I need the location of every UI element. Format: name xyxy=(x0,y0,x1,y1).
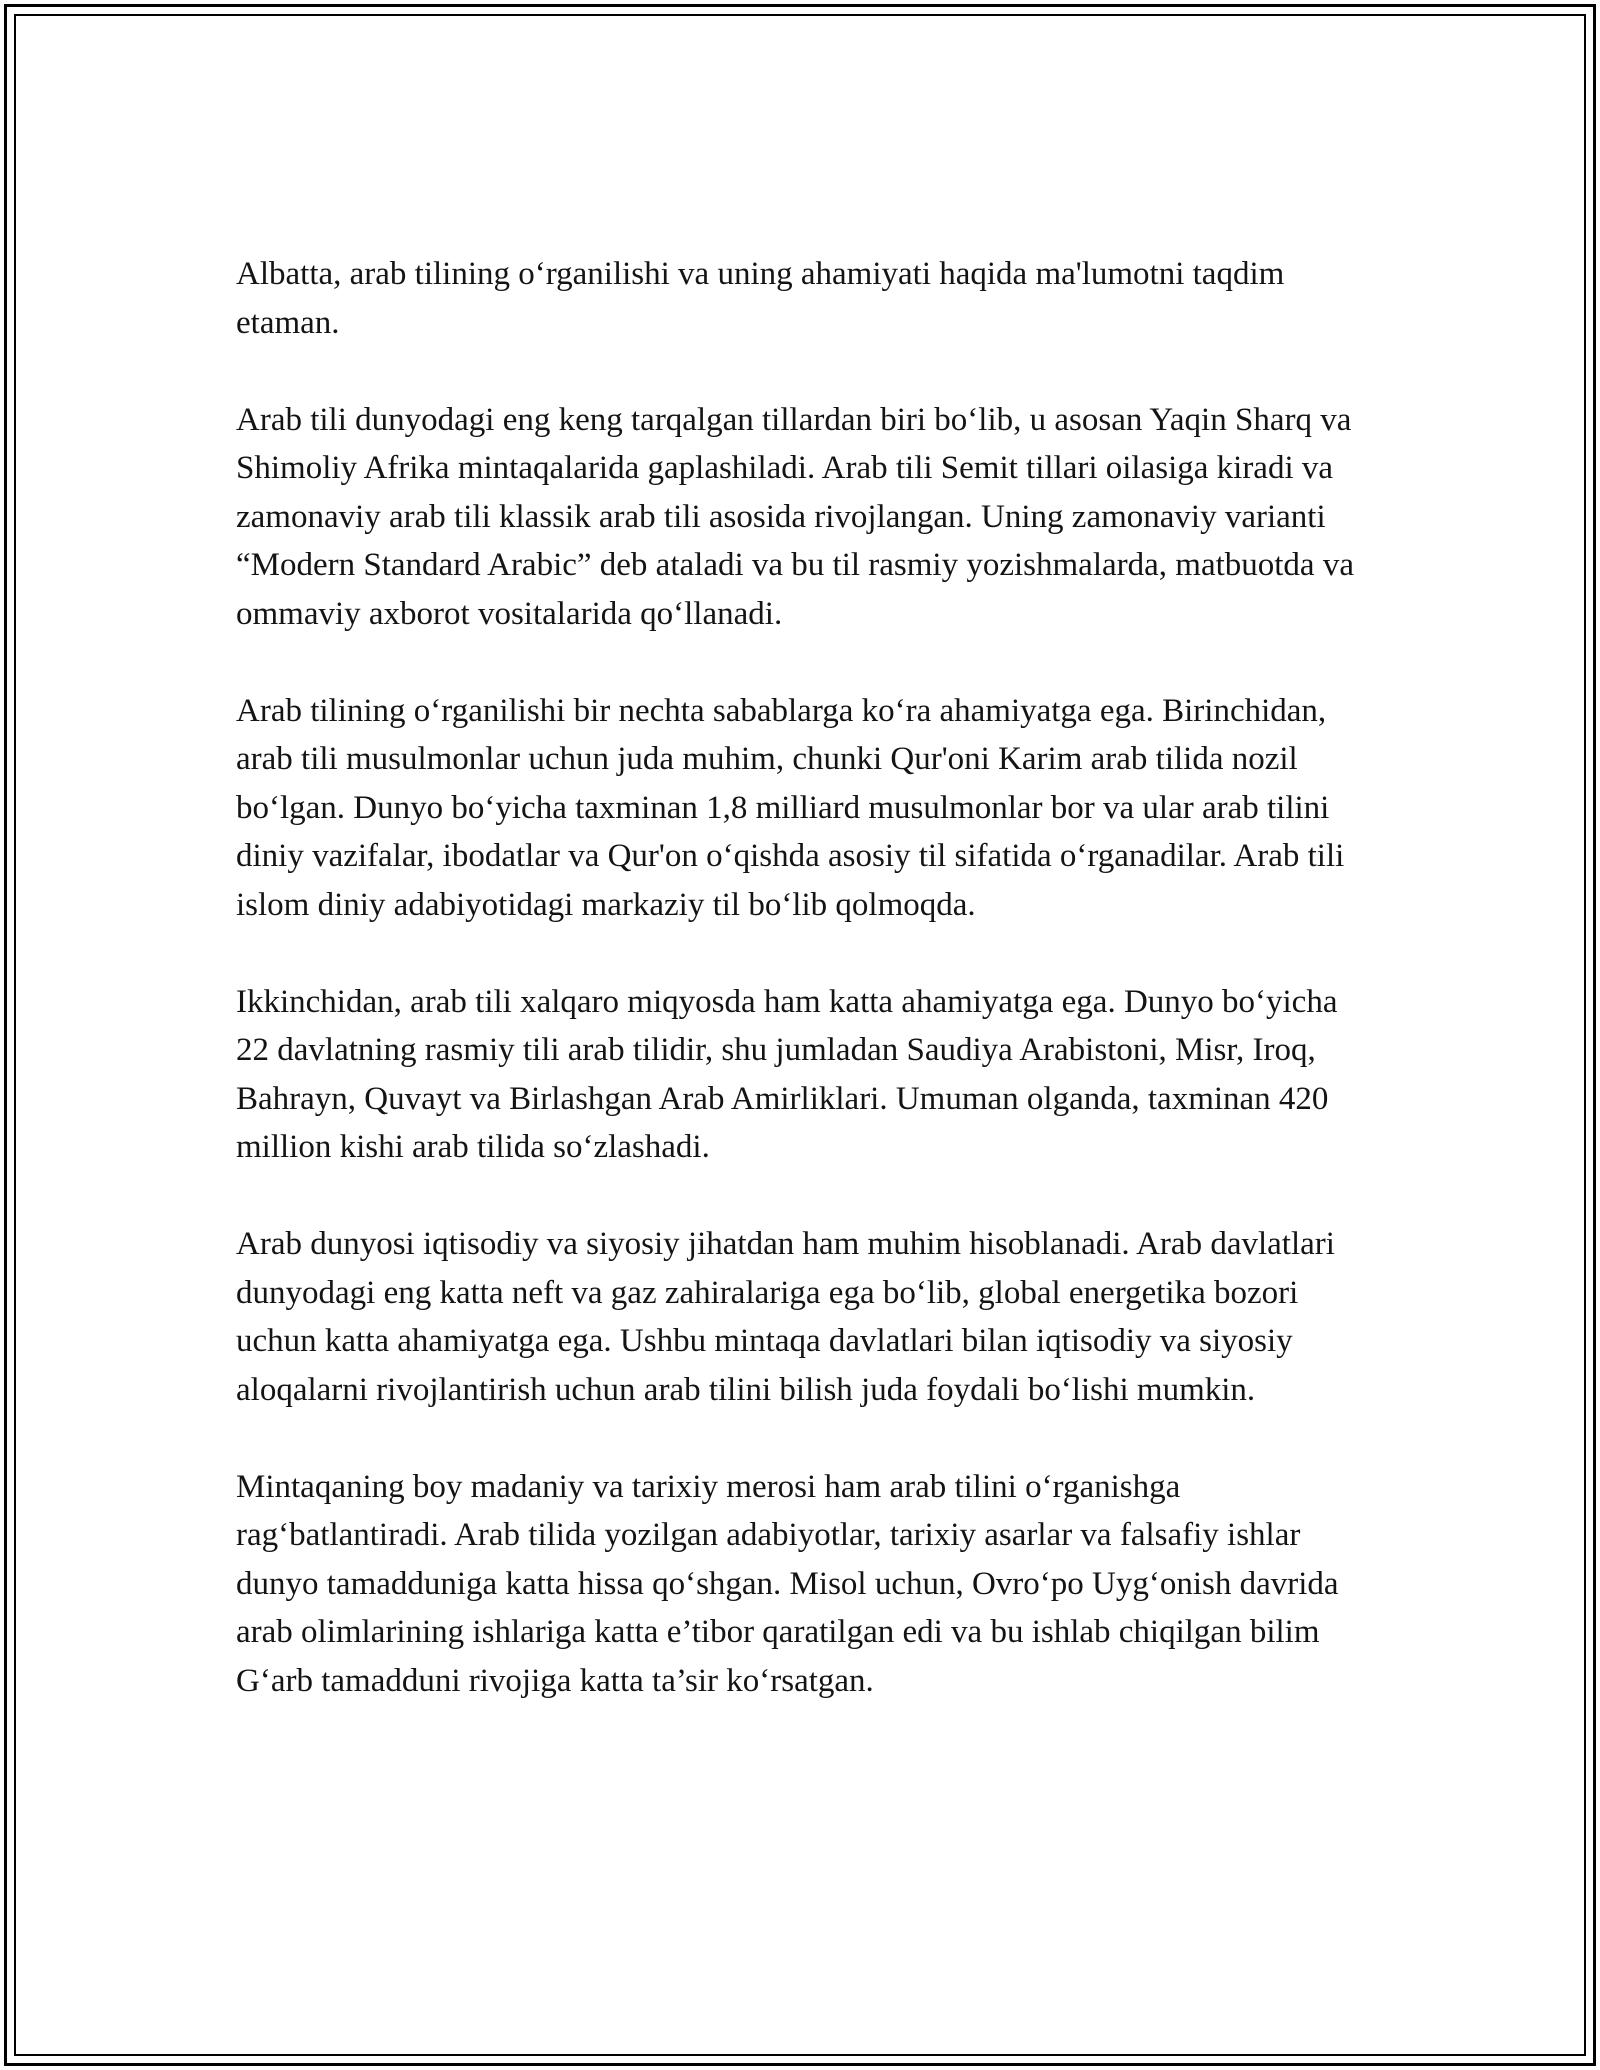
paragraph-intro: Albatta, arab tilining o‘rganilishi va uning ahamiyati haqida ma'lumotni taqdim etaman. xyxy=(236,256,1285,341)
paragraph-religious-importance: Arab tilining o‘rganilishi bir nechta sabablarga ko‘ra ahamiyatga ega. Birinchidan, arab tili musulmonlar uchun juda muhim, chunki Qur'oni Karim arab tilida nozil bo‘lgan. Dunyo bo‘yicha taxminan 1,8 milliard musulmonlar bor va ular arab tilini diniy vazifalar, ibodatlar va Qur'on o‘qishda asosiy til sifatida o‘rganadilar. Arab tili islom diniy adabiyotidagi markaziy til bo‘lib qolmoqda. xyxy=(236,692,1345,923)
paragraph-overview: Arab tili dunyodagi eng keng tarqalgan tillardan biri bo‘lib, u asosan Yaqin Sharq va Shimoliy Afrika mintaqalarida gaplashiladi. Arab tili Semit tillari oilasiga kiradi va zamonaviy arab tili klassik arab tili asosida rivojlangan. Uning zamonaviy varianti “Modern Standard Arabic” deb ataladi va bu til rasmiy yozishmalarda, matbuotda va ommaviy axborot vositalarida qo‘llanadi. xyxy=(236,401,1354,632)
paragraph-cultural-heritage: Mintaqaning boy madaniy va tarixiy merosi ham arab tilini o‘rganishga rag‘batlantiradi. Arab tilida yozilgan adabiyotlar, tarixiy asarlar va falsafiy ishlar dunyo tamadduniga katta hissa qo‘shgan. Misol uchun, Ovro‘po Uyg‘onish davrida arab olimlarining ishlariga katta e’tibor qaratilgan edi va bu ishlab chiqilgan bilim G‘arb tamadduni rivojiga katta ta’sir ko‘rsatgan. xyxy=(236,1468,1339,1699)
document-body xyxy=(236,250,1366,1754)
paragraph-international-importance: Ikkinchidan, arab tili xalqaro miqyosda ham katta ahamiyatga ega. Dunyo bo‘yicha 22 davlatning rasmiy tili arab tilidir, shu jumladan Saudiya Arabistoni, Misr, Iroq, Bahrayn, Quvayt va Birlashgan Arab Amirliklari. Umuman olganda, taxminan 420 million kishi arab tilida so‘zlashadi. xyxy=(236,983,1338,1165)
paragraph-economic-importance: Arab dunyosi iqtisodiy va siyosiy jihatdan ham muhim hisoblanadi. Arab davlatlari dunyodagi eng katta neft va gaz zahiralariga ega bo‘lib, global energetika bozori uchun katta ahamiyatga ega. Ushbu mintaqa davlatlari bilan iqtisodiy va siyosiy aloqalarni rivojlantirish uchun arab tilini bilish juda foydali bo‘lishi mumkin. xyxy=(236,1226,1335,1408)
